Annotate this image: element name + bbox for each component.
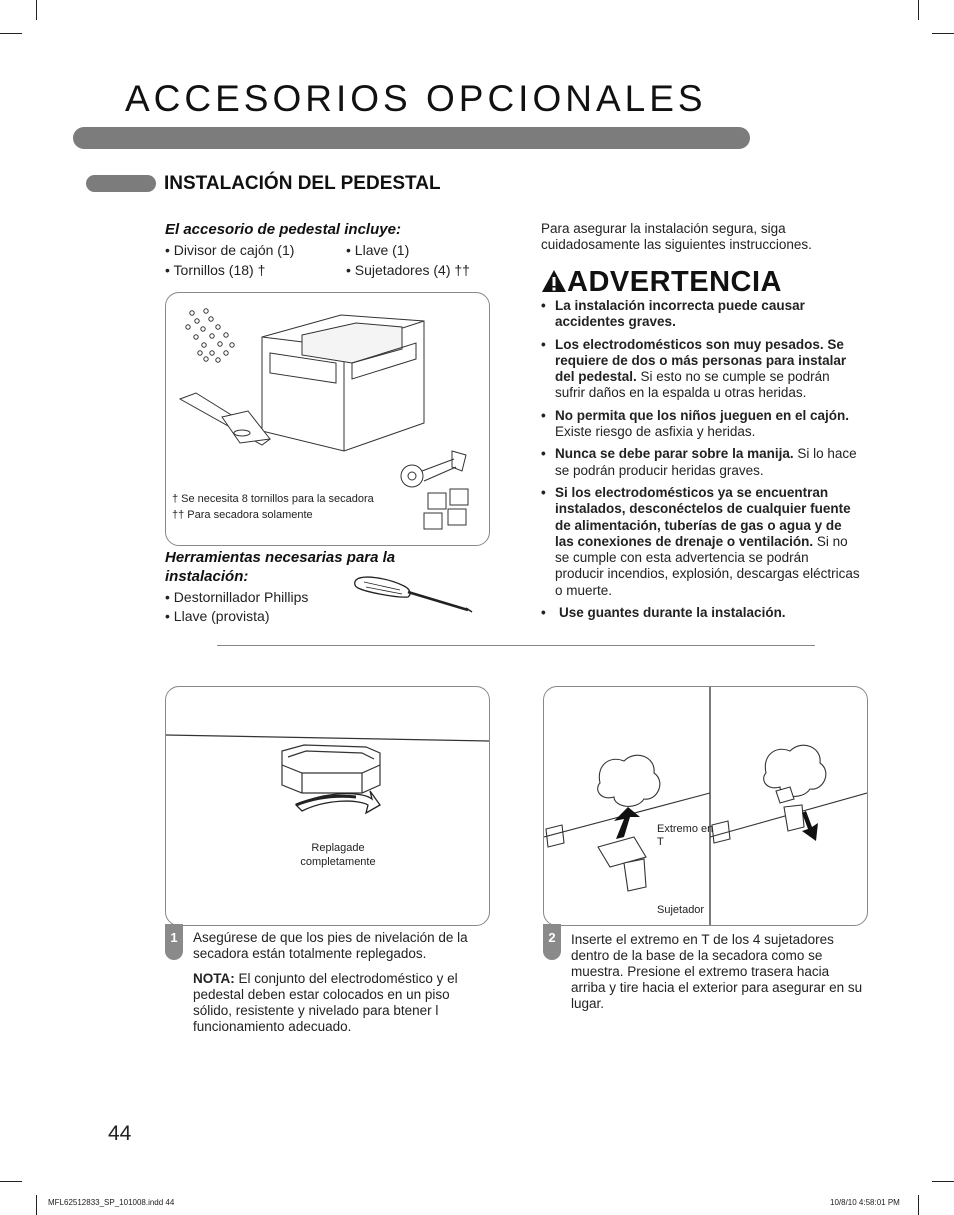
section-title: INSTALACIÓN DEL PEDESTAL (164, 173, 441, 194)
section-divider (217, 645, 815, 646)
includes-note-2: †† Para secadora solamente (172, 509, 313, 521)
step2-illustration (543, 686, 868, 926)
step2-number: 2 (543, 924, 561, 960)
tools-item: • Destornillador Phillips (165, 589, 309, 605)
includes-item: • Tornillos (18) † (165, 262, 266, 278)
includes-heading: El accesorio de pedestal incluye: (165, 221, 401, 238)
step1-image-label: Replagade completamente (300, 842, 376, 868)
step1-number: 1 (165, 924, 183, 960)
section-pill (86, 175, 156, 192)
includes-item: • Sujetadores (4) †† (346, 262, 470, 278)
step1-note: NOTA: El conjunto del electrodoméstico y el pedestal deben estar colocados en un piso sólido, resistente y nivelado para btener l funcionamiento adecuado. (193, 971, 458, 1034)
warning-triangle-icon (541, 269, 567, 293)
warning-item: • La instalación incorrecta puede causar accidentes graves. (541, 298, 861, 331)
step1-text: Asegúrese de que los pies de nivelación de la secadora están totalmente replegados. (193, 930, 468, 961)
step1-illustration (165, 686, 490, 926)
step2-label-t: Extremo en T (657, 823, 714, 848)
warning-item: • Nunca se debe parar sobre la manija. Si lo hace se podrán producir heridas graves. (541, 446, 861, 479)
leveling-foot-drawing (166, 687, 489, 925)
footer-file: MFL62512833_SP_101008.indd 44 (48, 1198, 175, 1207)
warning-item: • No permita que los niños jueguen en el cajón. Existe riesgo de asfixia y heridas. (541, 408, 861, 441)
tools-heading: Herramientas necesarias para la instalación: (165, 549, 396, 585)
footer-date: 10/8/10 4:58:01 PM (830, 1198, 900, 1207)
includes-note-1: † Se necesita 8 tornillos para la secadora (172, 493, 374, 505)
warning-list (541, 298, 861, 627)
includes-item: • Llave (1) (346, 242, 410, 258)
tools-item: • Llave (provista) (165, 608, 270, 624)
warning-item: • Use guantes durante la instalación. (541, 605, 861, 621)
step2-label-fastener: Sujetador (657, 904, 705, 916)
warning-title: ADVERTENCIA (541, 266, 782, 299)
includes-item: • Divisor de cajón (1) (165, 242, 295, 258)
page-title: ACCESORIOS OPCIONALES (125, 78, 707, 119)
screws-icon (186, 309, 234, 362)
title-bar (73, 127, 750, 149)
fastener-insertion-drawing (544, 687, 867, 925)
warning-item: • Si los electrodomésticos ya se encuentran instalados, desconéctelos de cualquier fuente de alimentación, tuberías de gas o agua y de las conexiones de drenaje o ventilación. Si no se cumple con esta advertencia se podrán producir incendios, explosión, descargas eléctricas o muerte. (541, 485, 861, 599)
warning-item: • Los electrodomésticos son muy pesados. Se requiere de dos o más personas para instalar del pedestal. Si esto no se cumple se podrán sufrir daños en la espalda u otras heridas. (541, 337, 861, 402)
intro-text: Para asegurar la instalación segura, siga cuidadosamente las siguientes instrucciones. (541, 221, 812, 252)
step2-text: Inserte el extremo en T de los 4 sujetadores dentro de la base de la secadora como se muestra. Presione el extremo trasera hacia arriba y tire hacia el exterior para asegurar en su lugar. (571, 932, 863, 1011)
page-number: 44 (108, 1122, 132, 1145)
screwdriver-icon (352, 570, 476, 616)
